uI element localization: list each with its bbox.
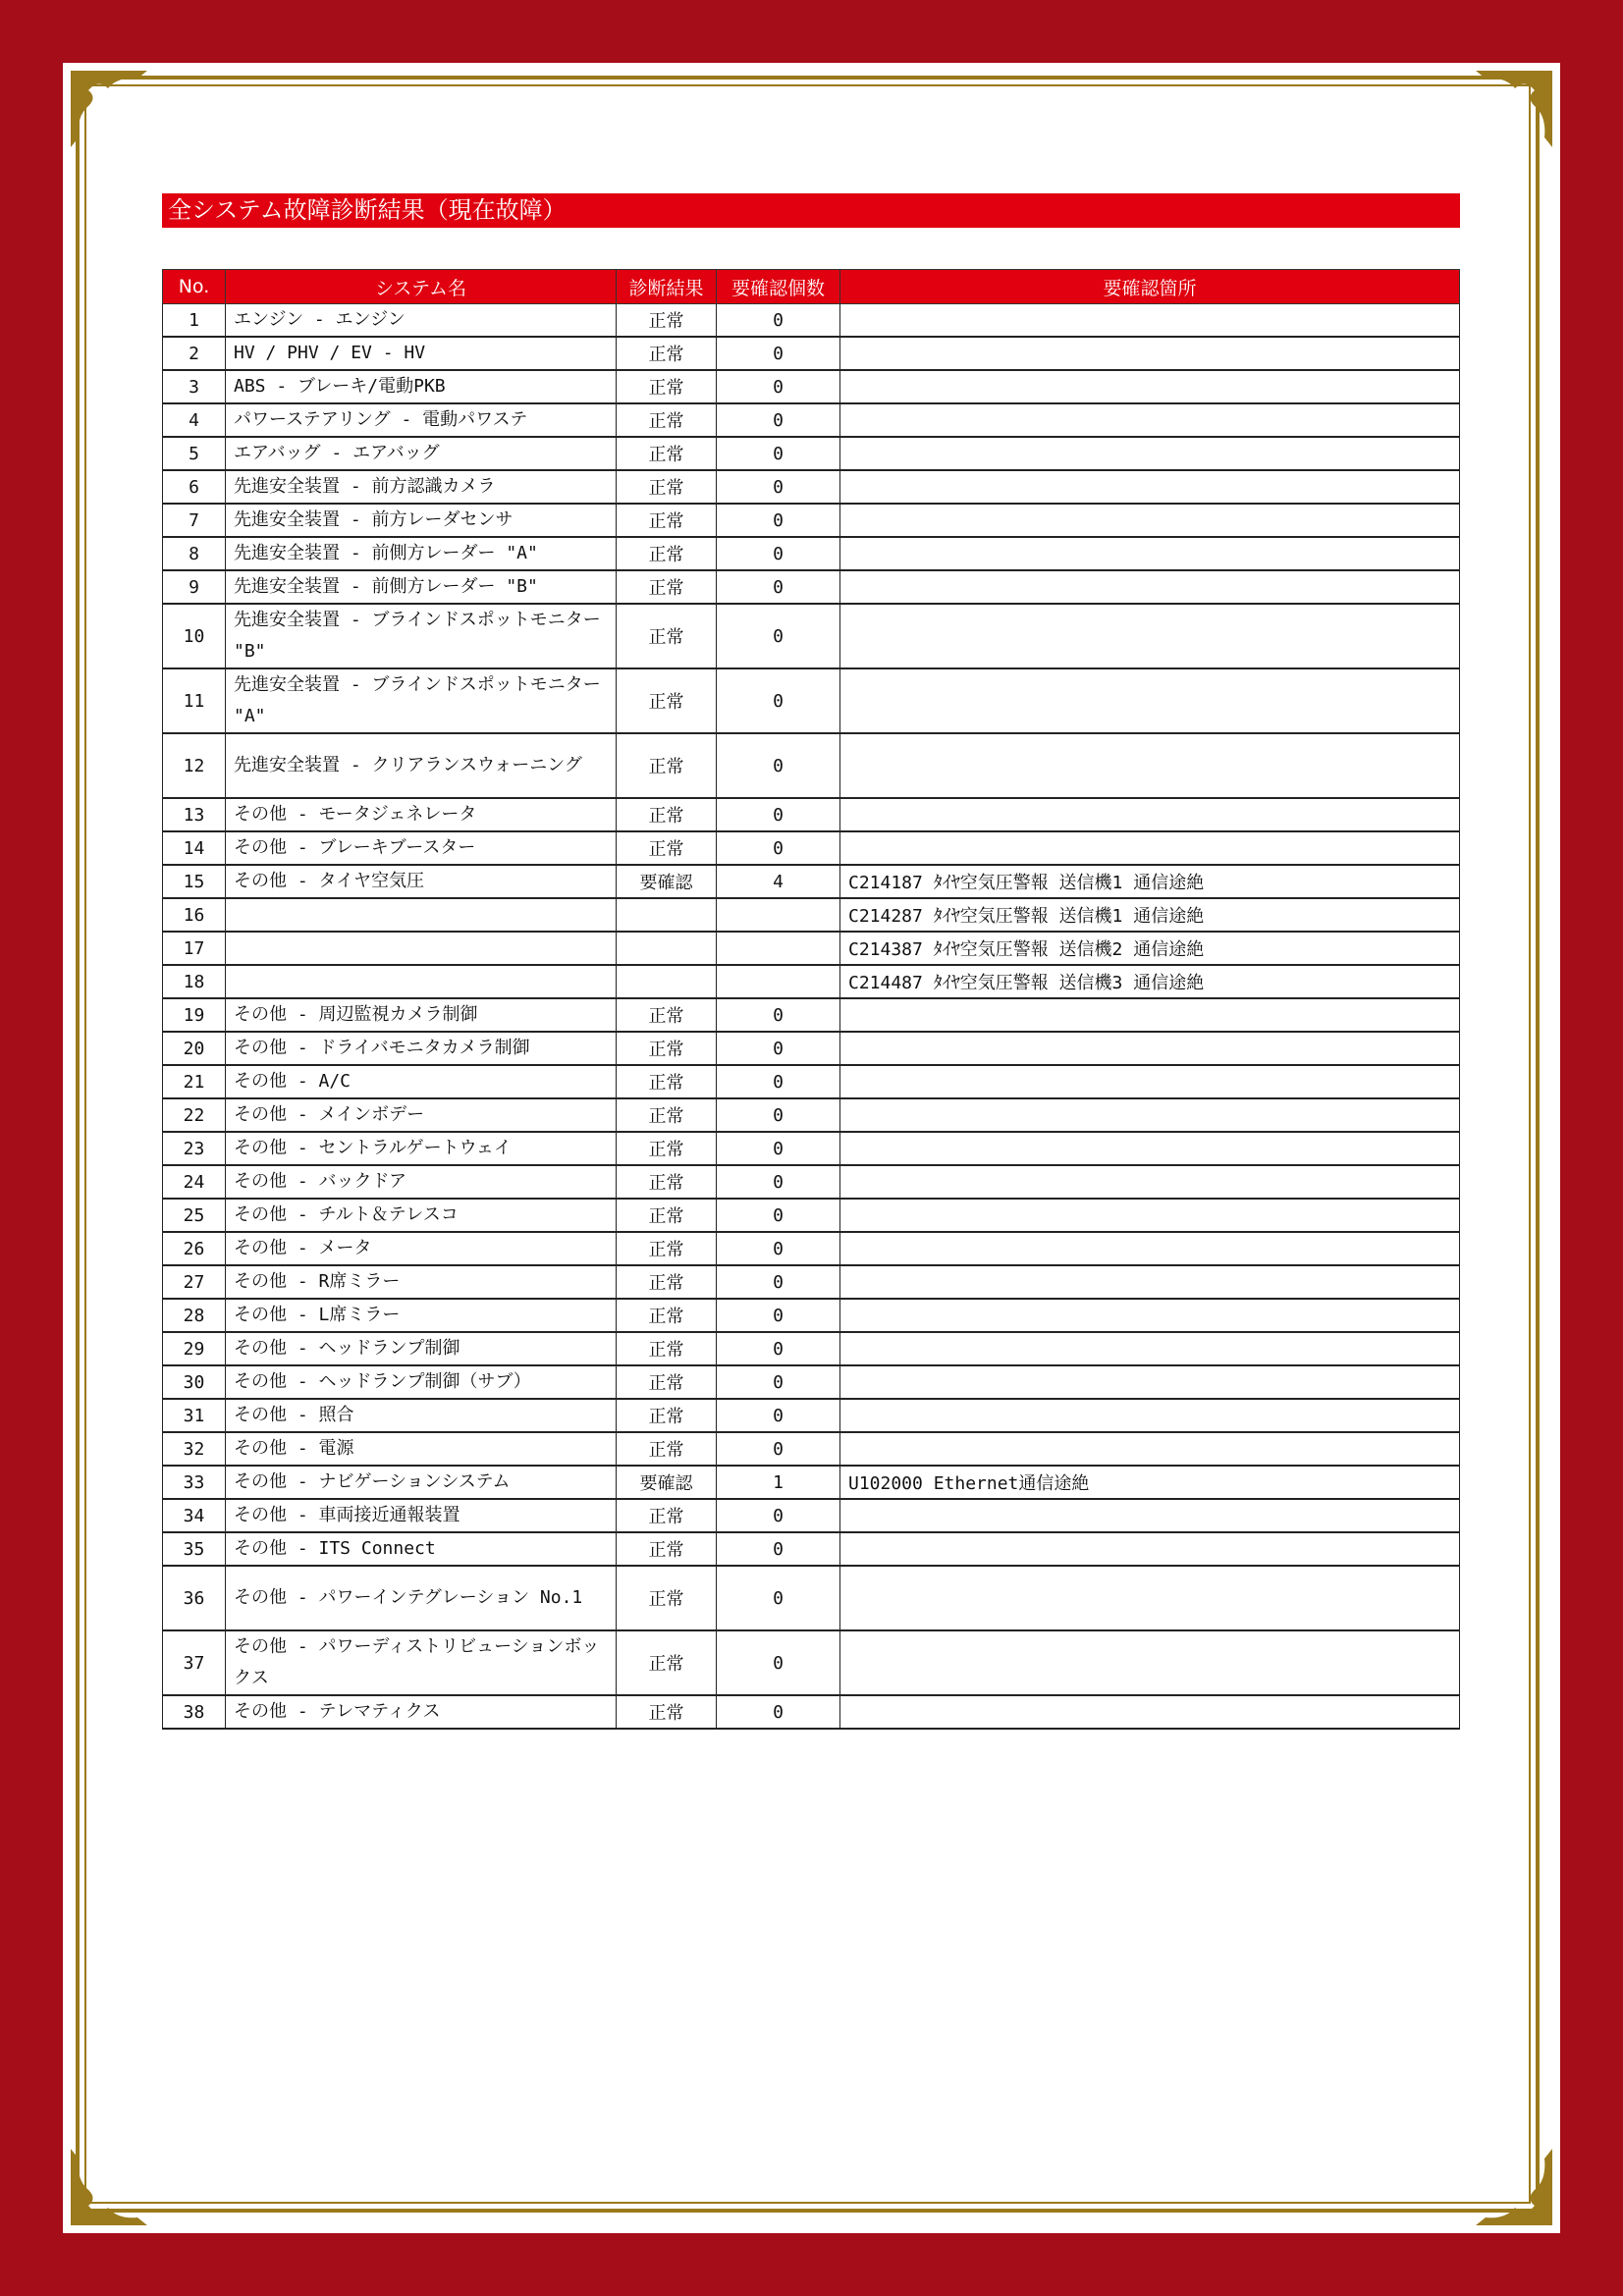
table-row bbox=[163, 998, 1460, 1032]
check-location bbox=[840, 304, 1460, 338]
system-name: その他 - テレマティクス bbox=[226, 1695, 617, 1729]
row-number: 10 bbox=[163, 604, 226, 668]
table-row bbox=[163, 1466, 1460, 1499]
check-location bbox=[840, 1532, 1460, 1566]
diagnosis-result: 正常 bbox=[617, 1695, 717, 1729]
check-count: 0 bbox=[717, 304, 840, 338]
check-count: 0 bbox=[717, 1499, 840, 1532]
table-row bbox=[163, 1630, 1460, 1695]
table-row bbox=[163, 1332, 1460, 1365]
check-location bbox=[840, 733, 1460, 798]
system-name: その他 - パワーインテグレーション No.1 bbox=[226, 1566, 617, 1630]
diagnosis-result: 正常 bbox=[617, 504, 717, 537]
check-location bbox=[840, 370, 1460, 403]
diagnosis-result: 正常 bbox=[617, 1432, 717, 1466]
check-count: 0 bbox=[717, 733, 840, 798]
check-count: 0 bbox=[717, 1332, 840, 1365]
row-number: 21 bbox=[163, 1065, 226, 1098]
check-location bbox=[840, 504, 1460, 537]
header-no: No. bbox=[163, 270, 226, 304]
check-count: 0 bbox=[717, 1299, 840, 1332]
table-row bbox=[163, 1566, 1460, 1630]
row-number: 15 bbox=[163, 865, 226, 898]
row-number: 16 bbox=[163, 898, 226, 932]
row-number: 19 bbox=[163, 998, 226, 1032]
row-number: 30 bbox=[163, 1365, 226, 1399]
system-name: パワーステアリング - 電動パワステ bbox=[226, 403, 617, 437]
row-number: 3 bbox=[163, 370, 226, 403]
check-count: 1 bbox=[717, 1466, 840, 1499]
table-row bbox=[163, 470, 1460, 504]
system-name: エアバッグ - エアバッグ bbox=[226, 437, 617, 470]
header-result: 診断結果 bbox=[617, 270, 717, 304]
check-location bbox=[840, 437, 1460, 470]
row-number: 2 bbox=[163, 337, 226, 370]
check-location bbox=[840, 470, 1460, 504]
system-name: その他 - ブレーキブースター bbox=[226, 831, 617, 865]
diagnosis-result: 正常 bbox=[617, 798, 717, 831]
row-number: 36 bbox=[163, 1566, 226, 1630]
system-name bbox=[226, 965, 617, 998]
table-row bbox=[163, 668, 1460, 733]
diagnosis-result: 正常 bbox=[617, 604, 717, 668]
check-location bbox=[840, 1630, 1460, 1695]
table-row bbox=[163, 504, 1460, 537]
table-row bbox=[163, 1695, 1460, 1729]
row-number: 31 bbox=[163, 1399, 226, 1432]
diagnosis-result: 正常 bbox=[617, 1630, 717, 1695]
table-row bbox=[163, 1365, 1460, 1399]
check-count: 0 bbox=[717, 1265, 840, 1299]
diagnosis-result: 正常 bbox=[617, 1566, 717, 1630]
check-count bbox=[717, 932, 840, 965]
diagnosis-result: 正常 bbox=[617, 1132, 717, 1165]
diagnosis-result: 要確認 bbox=[617, 865, 717, 898]
table-row bbox=[163, 1199, 1460, 1232]
row-number: 17 bbox=[163, 932, 226, 965]
check-count bbox=[717, 965, 840, 998]
row-number: 7 bbox=[163, 504, 226, 537]
table-row bbox=[163, 1098, 1460, 1132]
check-count: 0 bbox=[717, 998, 840, 1032]
diagnosis-result: 正常 bbox=[617, 1499, 717, 1532]
check-location bbox=[840, 668, 1460, 733]
system-name: その他 - 車両接近通報装置 bbox=[226, 1499, 617, 1532]
check-location bbox=[840, 831, 1460, 865]
table-row bbox=[163, 1132, 1460, 1165]
table-row bbox=[163, 1399, 1460, 1432]
system-name: 先進安全装置 - 前方認識カメラ bbox=[226, 470, 617, 504]
system-name: 先進安全装置 - ブラインドスポットモニター "A" bbox=[226, 668, 617, 733]
diagnosis-result: 正常 bbox=[617, 1332, 717, 1365]
diagnosis-result: 正常 bbox=[617, 1399, 717, 1432]
system-name: エンジン - エンジン bbox=[226, 304, 617, 338]
diagnosis-result: 正常 bbox=[617, 998, 717, 1032]
check-count: 0 bbox=[717, 1232, 840, 1265]
diagnosis-result: 正常 bbox=[617, 1065, 717, 1098]
system-name bbox=[226, 932, 617, 965]
row-number: 23 bbox=[163, 1132, 226, 1165]
system-name: その他 - A/C bbox=[226, 1065, 617, 1098]
row-number: 34 bbox=[163, 1499, 226, 1532]
check-location bbox=[840, 1098, 1460, 1132]
row-number: 18 bbox=[163, 965, 226, 998]
system-name: その他 - ITS Connect bbox=[226, 1532, 617, 1566]
ornament-corner-icon bbox=[69, 69, 147, 147]
check-count: 0 bbox=[717, 1365, 840, 1399]
table-row bbox=[163, 1532, 1460, 1566]
diagnosis-result: 正常 bbox=[617, 370, 717, 403]
system-name: その他 - ドライバモニタカメラ制御 bbox=[226, 1032, 617, 1065]
table-row bbox=[163, 865, 1460, 898]
diagnosis-result: 正常 bbox=[617, 337, 717, 370]
ornament-corner-icon bbox=[1476, 69, 1554, 147]
system-name: その他 - パワーディストリビューションボックス bbox=[226, 1630, 617, 1695]
table-row bbox=[163, 831, 1460, 865]
check-count: 0 bbox=[717, 570, 840, 604]
check-count: 0 bbox=[717, 1532, 840, 1566]
check-location bbox=[840, 998, 1460, 1032]
check-location bbox=[840, 1132, 1460, 1165]
table-row bbox=[163, 1499, 1460, 1532]
check-location bbox=[840, 570, 1460, 604]
table-row bbox=[163, 1299, 1460, 1332]
system-name: その他 - セントラルゲートウェイ bbox=[226, 1132, 617, 1165]
diagnosis-table bbox=[162, 269, 1460, 1730]
check-count: 0 bbox=[717, 470, 840, 504]
page-title: 全システム故障診断結果（現在故障） bbox=[162, 193, 1460, 228]
table-row bbox=[163, 1065, 1460, 1098]
system-name: その他 - L席ミラー bbox=[226, 1299, 617, 1332]
diagnosis-result: 要確認 bbox=[617, 1466, 717, 1499]
table-row bbox=[163, 337, 1460, 370]
diagnosis-result: 正常 bbox=[617, 403, 717, 437]
row-number: 27 bbox=[163, 1265, 226, 1299]
check-location: C214187 ﾀｲﾔ空気圧警報 送信機1 通信途絶 bbox=[840, 865, 1460, 898]
check-count: 0 bbox=[717, 537, 840, 570]
check-location bbox=[840, 604, 1460, 668]
check-count: 0 bbox=[717, 1098, 840, 1132]
check-count: 0 bbox=[717, 1566, 840, 1630]
check-location bbox=[840, 1299, 1460, 1332]
diagnosis-result: 正常 bbox=[617, 470, 717, 504]
check-count: 0 bbox=[717, 1132, 840, 1165]
row-number: 11 bbox=[163, 668, 226, 733]
diagnosis-result: 正常 bbox=[617, 733, 717, 798]
check-location bbox=[840, 1032, 1460, 1065]
check-count: 0 bbox=[717, 1695, 840, 1729]
check-count: 0 bbox=[717, 1630, 840, 1695]
header-count: 要確認個数 bbox=[717, 270, 840, 304]
system-name: その他 - R席ミラー bbox=[226, 1265, 617, 1299]
check-location: C214387 ﾀｲﾔ空気圧警報 送信機2 通信途絶 bbox=[840, 932, 1460, 965]
check-count: 0 bbox=[717, 798, 840, 831]
system-name: 先進安全装置 - クリアランスウォーニング bbox=[226, 733, 617, 798]
system-name: 先進安全装置 - 前側方レーダー "B" bbox=[226, 570, 617, 604]
check-location bbox=[840, 1399, 1460, 1432]
check-count: 0 bbox=[717, 1165, 840, 1199]
table-row bbox=[163, 965, 1460, 998]
table-row bbox=[163, 1232, 1460, 1265]
table-row bbox=[163, 898, 1460, 932]
check-location bbox=[840, 1065, 1460, 1098]
diagnosis-result: 正常 bbox=[617, 1199, 717, 1232]
diagnosis-result: 正常 bbox=[617, 1365, 717, 1399]
check-count: 0 bbox=[717, 403, 840, 437]
row-number: 4 bbox=[163, 403, 226, 437]
check-count: 0 bbox=[717, 1199, 840, 1232]
diagnosis-result bbox=[617, 932, 717, 965]
table-row bbox=[163, 570, 1460, 604]
diagnosis-result: 正常 bbox=[617, 1299, 717, 1332]
table-row bbox=[163, 537, 1460, 570]
check-count bbox=[717, 898, 840, 932]
system-name: その他 - タイヤ空気圧 bbox=[226, 865, 617, 898]
row-number: 22 bbox=[163, 1098, 226, 1132]
row-number: 32 bbox=[163, 1432, 226, 1466]
row-number: 37 bbox=[163, 1630, 226, 1695]
row-number: 6 bbox=[163, 470, 226, 504]
check-count: 0 bbox=[717, 1432, 840, 1466]
check-count: 0 bbox=[717, 370, 840, 403]
diagnosis-result: 正常 bbox=[617, 1232, 717, 1265]
table-row bbox=[163, 403, 1460, 437]
system-name: HV / PHV / EV - HV bbox=[226, 337, 617, 370]
row-number: 12 bbox=[163, 733, 226, 798]
system-name: その他 - ヘッドランプ制御（サブ） bbox=[226, 1365, 617, 1399]
check-location: U102000 Ethernet通信途絶 bbox=[840, 1466, 1460, 1499]
check-location bbox=[840, 1432, 1460, 1466]
check-count: 0 bbox=[717, 1032, 840, 1065]
system-name: その他 - 照合 bbox=[226, 1399, 617, 1432]
check-count: 4 bbox=[717, 865, 840, 898]
row-number: 29 bbox=[163, 1332, 226, 1365]
diagnosis-result: 正常 bbox=[617, 1098, 717, 1132]
diagnosis-result: 正常 bbox=[617, 537, 717, 570]
diagnosis-result: 正常 bbox=[617, 1532, 717, 1566]
check-location bbox=[840, 1265, 1460, 1299]
row-number: 14 bbox=[163, 831, 226, 865]
header-system-name: システム名 bbox=[226, 270, 617, 304]
system-name: 先進安全装置 - ブラインドスポットモニター "B" bbox=[226, 604, 617, 668]
check-location bbox=[840, 403, 1460, 437]
diagnosis-result: 正常 bbox=[617, 1032, 717, 1065]
table-row bbox=[163, 798, 1460, 831]
check-location bbox=[840, 1332, 1460, 1365]
check-count: 0 bbox=[717, 1065, 840, 1098]
row-number: 28 bbox=[163, 1299, 226, 1332]
system-name bbox=[226, 898, 617, 932]
ornament-corner-icon bbox=[69, 2149, 147, 2227]
row-number: 13 bbox=[163, 798, 226, 831]
check-location bbox=[840, 1232, 1460, 1265]
row-number: 33 bbox=[163, 1466, 226, 1499]
system-name: その他 - メータ bbox=[226, 1232, 617, 1265]
diagnosis-result bbox=[617, 898, 717, 932]
row-number: 24 bbox=[163, 1165, 226, 1199]
table-row bbox=[163, 370, 1460, 403]
diagnosis-result: 正常 bbox=[617, 570, 717, 604]
check-location bbox=[840, 1695, 1460, 1729]
diagnosis-result: 正常 bbox=[617, 304, 717, 338]
check-count: 0 bbox=[717, 604, 840, 668]
system-name: その他 - ナビゲーションシステム bbox=[226, 1466, 617, 1499]
system-name: その他 - 周辺監視カメラ制御 bbox=[226, 998, 617, 1032]
check-location bbox=[840, 1165, 1460, 1199]
row-number: 26 bbox=[163, 1232, 226, 1265]
system-name: その他 - メインボデー bbox=[226, 1098, 617, 1132]
table-row bbox=[163, 932, 1460, 965]
check-location bbox=[840, 1199, 1460, 1232]
check-location bbox=[840, 337, 1460, 370]
check-location bbox=[840, 1566, 1460, 1630]
check-location: C214287 ﾀｲﾔ空気圧警報 送信機1 通信途絶 bbox=[840, 898, 1460, 932]
check-count: 0 bbox=[717, 337, 840, 370]
table-row bbox=[163, 1432, 1460, 1466]
diagnosis-result: 正常 bbox=[617, 437, 717, 470]
check-count: 0 bbox=[717, 437, 840, 470]
table-row bbox=[163, 437, 1460, 470]
check-location: C214487 ﾀｲﾔ空気圧警報 送信機3 通信途絶 bbox=[840, 965, 1460, 998]
system-name: その他 - バックドア bbox=[226, 1165, 617, 1199]
system-name: 先進安全装置 - 前方レーダセンサ bbox=[226, 504, 617, 537]
system-name: ABS - ブレーキ/電動PKB bbox=[226, 370, 617, 403]
row-number: 1 bbox=[163, 304, 226, 338]
table-row bbox=[163, 1032, 1460, 1065]
diagnosis-result: 正常 bbox=[617, 831, 717, 865]
row-number: 38 bbox=[163, 1695, 226, 1729]
system-name: 先進安全装置 - 前側方レーダー "A" bbox=[226, 537, 617, 570]
diagnosis-result: 正常 bbox=[617, 668, 717, 733]
check-count: 0 bbox=[717, 504, 840, 537]
diagnosis-result: 正常 bbox=[617, 1265, 717, 1299]
table-row bbox=[163, 733, 1460, 798]
check-location bbox=[840, 537, 1460, 570]
system-name: その他 - チルト＆テレスコ bbox=[226, 1199, 617, 1232]
row-number: 5 bbox=[163, 437, 226, 470]
row-number: 25 bbox=[163, 1199, 226, 1232]
diagnosis-result bbox=[617, 965, 717, 998]
ornament-corner-icon bbox=[1476, 2149, 1554, 2227]
table-row bbox=[163, 304, 1460, 338]
system-name: その他 - ヘッドランプ制御 bbox=[226, 1332, 617, 1365]
check-count: 0 bbox=[717, 1399, 840, 1432]
check-location bbox=[840, 798, 1460, 831]
system-name: その他 - モータジェネレータ bbox=[226, 798, 617, 831]
table-row bbox=[163, 604, 1460, 668]
system-name: その他 - 電源 bbox=[226, 1432, 617, 1466]
table-row bbox=[163, 1265, 1460, 1299]
row-number: 8 bbox=[163, 537, 226, 570]
row-number: 20 bbox=[163, 1032, 226, 1065]
diagnosis-result: 正常 bbox=[617, 1165, 717, 1199]
header-location: 要確認箇所 bbox=[840, 270, 1460, 304]
row-number: 35 bbox=[163, 1532, 226, 1566]
check-count: 0 bbox=[717, 831, 840, 865]
check-location bbox=[840, 1365, 1460, 1399]
table-row bbox=[163, 1165, 1460, 1199]
row-number: 9 bbox=[163, 570, 226, 604]
check-location bbox=[840, 1499, 1460, 1532]
check-count: 0 bbox=[717, 668, 840, 733]
